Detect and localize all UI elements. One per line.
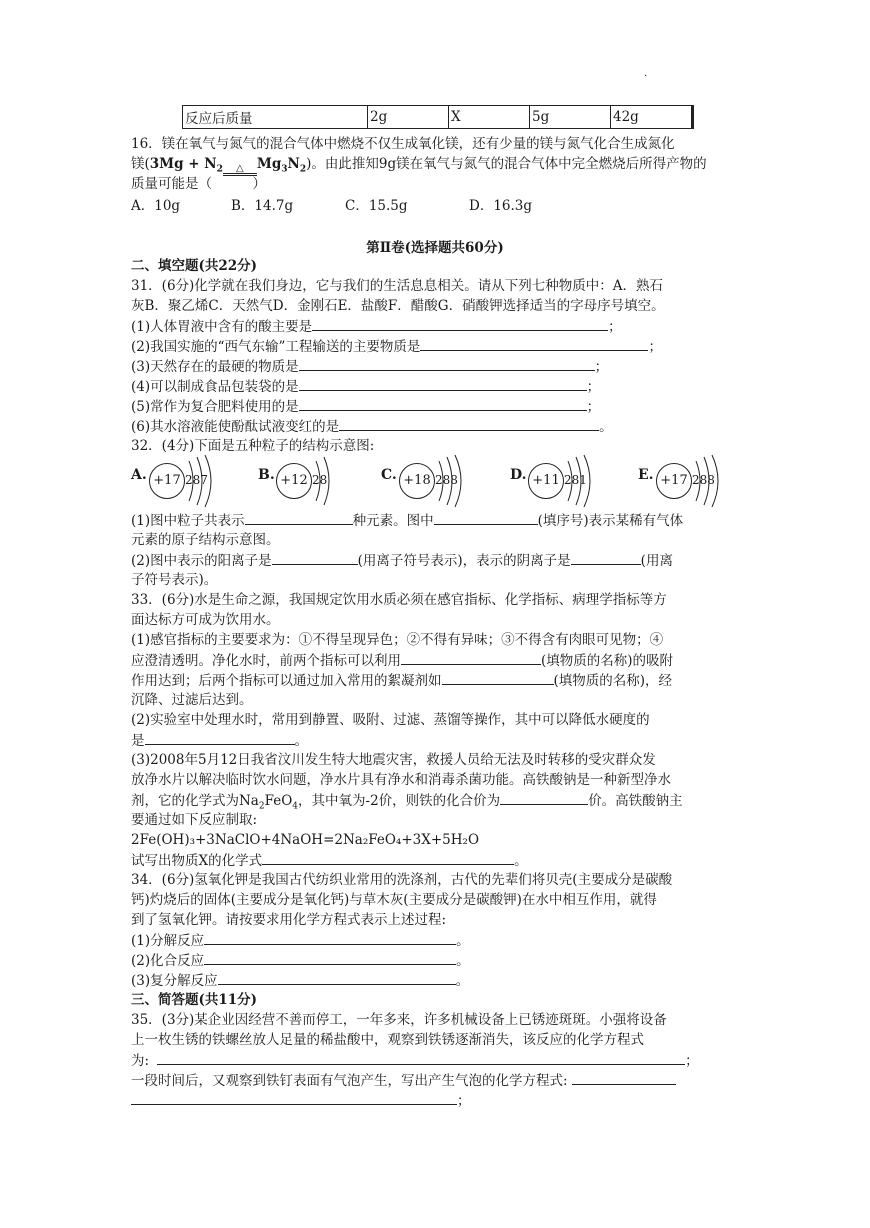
q35-line4: [131, 1070, 676, 1091]
q34-end: 。: [456, 933, 470, 949]
q33-line4: [131, 650, 673, 671]
table-cell: X: [449, 106, 530, 129]
q33-text: 。: [514, 853, 528, 869]
q33-text: 作用达到；后两个指标可以通过加入常用的絮凝剂如: [131, 673, 442, 689]
answer-blank[interactable]: [299, 356, 595, 371]
q32-text: (用离: [640, 553, 673, 569]
q33-line1: 33．(6分)水是生命之源，我国规定饮用水质必须在感官指标、化学指标、病理学指标等方: [131, 592, 667, 608]
q32-q2-cont: 子符号表示)。: [131, 572, 218, 588]
q35-text: 一段时间后，又观察到铁钉表面有气泡产生，写出产生气泡的化学方程式:: [131, 1073, 568, 1089]
q34-text: (1)分解反应: [131, 933, 205, 949]
item-text: (5)常作为复合肥料使用的是: [131, 399, 299, 415]
answer-blank[interactable]: [299, 396, 587, 411]
q33-line12: 要通过如下反应制取:: [131, 812, 258, 828]
q33-line5: [131, 670, 672, 691]
answer-blank[interactable]: [245, 510, 353, 525]
atom-nucleus: +17: [656, 463, 692, 499]
q31-line2: 灰B．聚乙烯C．天然气D．金刚石E．盐酸F．醋酸G．硝酸钾选择适当的字母序号填空。: [131, 298, 665, 314]
q31-item1: [131, 316, 622, 337]
item-end: 。: [599, 419, 613, 435]
atom-electrons: 281: [564, 473, 587, 487]
q32-line1: 32．(4分)下面是五种粒子的结构示意图:: [131, 438, 375, 454]
answer-blank[interactable]: [145, 730, 295, 745]
answer-blank[interactable]: [131, 1090, 457, 1105]
q33-line11: 剂，它的化学式为$Na_2FeO_4$，其中氧为-2价，则铁的化合价为 价。高铁酸钠主: [131, 790, 683, 817]
table-row-label: 反应后质量: [183, 106, 368, 129]
eq-right: Mg: [256, 156, 282, 172]
q33-line7: (2)实验室中处理水时，常用到静置、吸附、过滤、蒸馏等操作，其中可以降低水硬度的: [131, 712, 650, 728]
atom-electrons: 287: [185, 473, 208, 487]
q34-line2: 钙)灼烧后的固体(主要成分是氧化钙)与草木灰(主要成分是碳酸钾)在水中相互作用，就得: [131, 892, 657, 908]
q32-text: (用离子符号表示)，表示的阴离子是: [357, 553, 571, 569]
atom-label: A.: [131, 467, 147, 483]
q31-item4: [131, 376, 600, 397]
answer-blank[interactable]: [157, 1050, 685, 1065]
q33-line9: (3)2008年5月12日我省汶川发生特大地震灾害，救援人员给无法及时转移的受灾群众发: [131, 752, 656, 768]
item-text: (1)人体胃液中含有的酸主要是: [131, 319, 313, 335]
option-c: C．15.5g: [345, 198, 408, 214]
q33-line10: 放净水片以解决临时饮水问题，净水片具有净水和消毒杀菌功能。高铁酸钠是一种新型净水: [131, 772, 671, 788]
q33-equation: 2Fe(OH)₃+3NaClO+4NaOH=2Na₂FeO₄+3X+5H₂O: [131, 832, 480, 848]
q16-line1: 16．镁在氧气与氮气的混合气体中燃烧不仅生成氧化镁，还有少量的镁与氮气化合生成氮化: [131, 136, 675, 152]
q33-text: (填物质的名称)，经: [553, 673, 673, 689]
q34-text: (2)化合反应: [131, 953, 205, 969]
q32-q1: [131, 510, 683, 531]
q35-text: ；: [685, 1053, 699, 1069]
answer-blank[interactable]: [572, 1070, 676, 1085]
answer-blank[interactable]: [204, 950, 456, 965]
atom-label: C.: [381, 467, 397, 483]
q33-text: 应澄清透明。净化水时，前两个指标可以利用: [131, 653, 401, 669]
eq-left: 3Mg + N: [149, 156, 217, 172]
answer-blank[interactable]: [218, 970, 456, 985]
q33-text: 价。高铁酸钠主: [588, 793, 683, 809]
page-marker: .: [644, 68, 648, 79]
atom-electrons: 288: [692, 473, 715, 487]
q34-text: (3)复分解反应: [131, 973, 218, 989]
item-end: ；: [586, 399, 601, 415]
table-cell: 5g: [530, 106, 611, 129]
q34-end: 。: [456, 953, 470, 969]
atom-nucleus: +17: [149, 463, 185, 499]
table-cell: 2g: [368, 106, 449, 129]
section2-title: 第Ⅱ卷(选择题共60分): [366, 240, 504, 256]
q33-line3: (1)感官指标的主要要求为：①不得呈现异色；②不得有异味；③不得含有肉眼可见物；④: [131, 632, 664, 648]
q35-line2: 上一枚生锈的铁螺丝放人足量的稀盐酸中，观察到铁锈逐渐消失，该反应的化学方程式: [131, 1032, 644, 1048]
q31-item6: [131, 416, 613, 437]
mass-table: [182, 105, 694, 129]
answer-blank[interactable]: [571, 550, 641, 565]
table-row: [183, 106, 693, 129]
answer-blank[interactable]: [442, 670, 554, 685]
q32-q2: [131, 550, 673, 571]
q31-item2: [131, 336, 662, 357]
q35-text: 为:: [131, 1053, 150, 1069]
q34-item2: [131, 950, 470, 971]
q35-line3: [131, 1050, 699, 1071]
q34-item3: [131, 970, 469, 991]
item-text: (3)天然存在的最硬的物质是: [131, 359, 299, 375]
item-text: (2)我国实施的“西气东输”工程输送的主要物质是: [131, 339, 421, 355]
part3-heading: 三、简答题(共11分): [131, 992, 258, 1008]
answer-blank[interactable]: [272, 550, 358, 565]
q16-equation: $3Mg + N_2$ △ $Mg_3N_2$: [150, 156, 306, 172]
answer-blank[interactable]: [401, 650, 541, 665]
atom-nucleus: +11: [528, 463, 564, 499]
q33-line14: [131, 850, 528, 871]
answer-blank[interactable]: [420, 336, 648, 351]
item-end: ；: [586, 379, 601, 395]
atom-nucleus: +18: [399, 463, 435, 499]
table-cell: 42g: [611, 106, 693, 129]
answer-blank[interactable]: [262, 850, 514, 865]
answer-blank[interactable]: [500, 790, 588, 805]
option-d: D．16.3g: [469, 198, 533, 214]
q31-item5: [131, 396, 600, 417]
q33-text: 。: [294, 733, 308, 749]
q34-end: 。: [455, 973, 470, 989]
q34-line1: 34．(6分)氢氧化钾是我国古代纺织业常用的洗涤剂，古代的先辈们将贝壳(主要成分是碳酸: [131, 872, 673, 888]
item-text: (6)其水溶液能使酚酞试液变红的是: [131, 419, 340, 435]
atom-nucleus: +12: [276, 463, 312, 499]
q32-text: (1)图中粒子共表示: [131, 513, 245, 529]
q32-text: (填序号)表示某稀有气体: [537, 513, 684, 529]
q35-line1: 35．(3分)某企业因经营不善而停工，一年多来，许多机械设备上已锈迹斑斑。小强将设备: [131, 1012, 667, 1028]
answer-blank[interactable]: [434, 510, 538, 525]
q31-item3: [131, 356, 608, 377]
q16-line3: 质量可能是（ ）: [131, 176, 266, 192]
q33-text: 剂，它的化学式为Na: [131, 793, 259, 809]
part2-heading: 二、填空题(共22分): [131, 258, 258, 274]
q33-line2: 面达标方可成为饮用水。: [131, 612, 280, 628]
q33-line8: [131, 730, 308, 751]
atom-electrons: 28: [312, 473, 328, 487]
q31-line1: 31．(6分)化学就在我们身边，它与我们的生活息息相关。请从下列七种物质中：A．熟石: [131, 278, 664, 294]
atom-label: B.: [258, 467, 275, 483]
q33-text: (填物质的名称)的吸附: [541, 653, 674, 669]
item-end: ；: [608, 319, 622, 335]
q33-text: FeO: [264, 793, 293, 809]
item-text: (4)可以制成食品包装袋的是: [131, 379, 299, 395]
q35-line5: [131, 1090, 471, 1111]
item-end: ；: [648, 339, 662, 355]
q32-text: (2)图中表示的阳离子是: [131, 553, 272, 569]
q33-text: 试写出物质X的化学式: [131, 853, 263, 869]
q34-line3: 到了氢氧化钾。请按要求用化学方程式表示上述过程:: [131, 912, 447, 928]
atom-label: D.: [510, 467, 527, 483]
q16-options: [131, 196, 532, 216]
heat-symbol: △: [236, 163, 244, 174]
q32-text: 种元素。图中: [352, 513, 434, 529]
answer-blank[interactable]: [312, 316, 608, 331]
option-a: A．10g: [131, 198, 181, 214]
q33-text: 是: [131, 733, 145, 749]
option-b: B．14.7g: [231, 198, 294, 214]
q33-text: ，其中氧为-2价，则铁的化合价为: [298, 793, 501, 809]
atom-label: E.: [638, 467, 654, 483]
answer-blank[interactable]: [339, 416, 599, 431]
atom-electrons: 288: [435, 473, 458, 487]
q16-prefix: 镁(: [131, 156, 150, 172]
answer-blank[interactable]: [299, 376, 587, 391]
q16-suffix: )。由此推知9g镁在氧气与氮气的混合气体中完全燃烧后所得产物的: [306, 156, 707, 172]
item-end: ；: [594, 359, 609, 375]
q33-line6: 沉降、过滤后达到。: [131, 692, 253, 708]
q32-q1-cont: 元素的原子结构示意图。: [131, 532, 280, 548]
answer-blank[interactable]: [204, 930, 456, 945]
q34-item1: [131, 930, 470, 951]
q35-text: ；: [457, 1093, 471, 1109]
